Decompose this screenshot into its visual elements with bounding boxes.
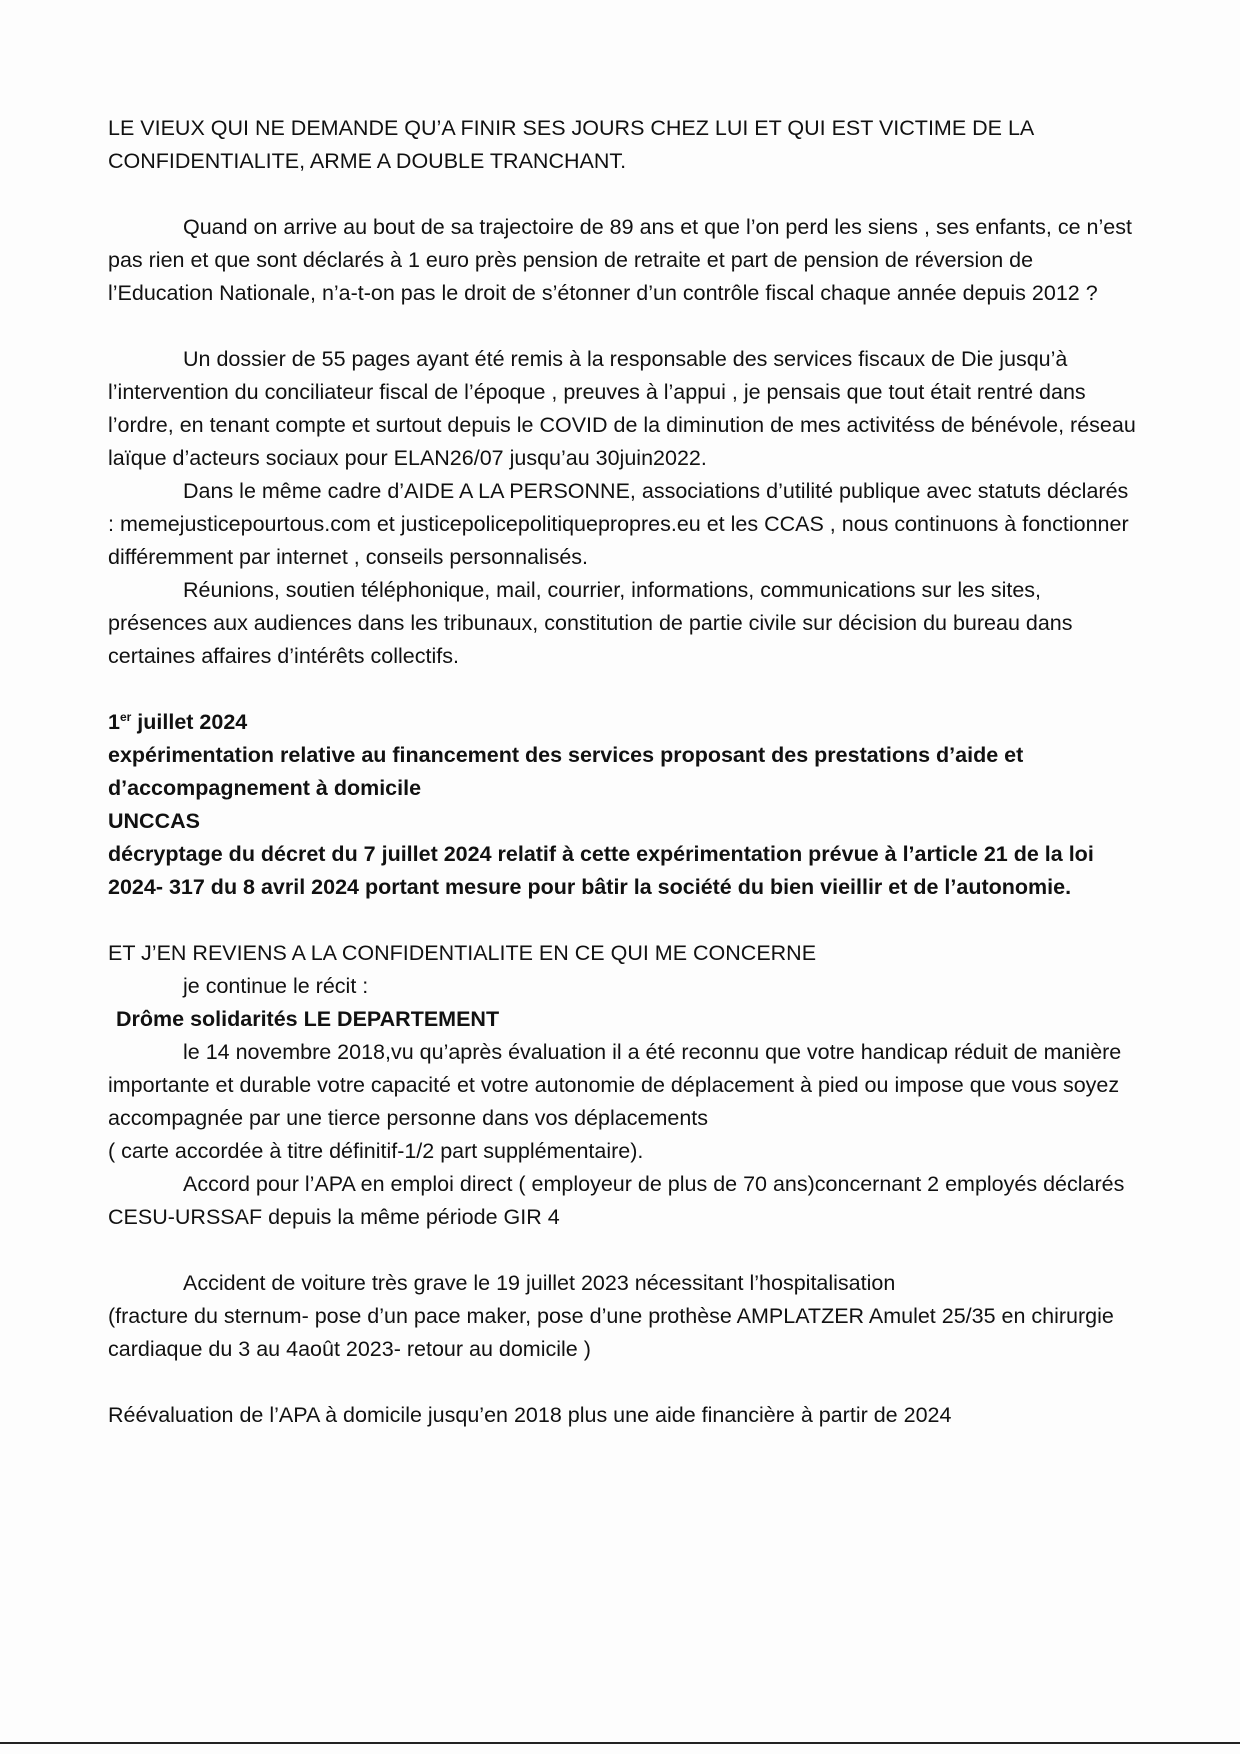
bold-paragraph-1: expérimentation relative au financement des services proposant des prestations d’aide et d’accompagnement à domicile (108, 743, 1024, 800)
paragraph-1: Quand on arrive au bout de sa trajectoire de 89 ans et que l’on perd les siens , ses enfants, ce n’est pas rien et que sont déclarés à 1 euro près pension de retraite et part de pension de réversion de l’Education Nationale, n’a-t-on pas le droit de s’étonner d’un contrôle fiscal chaque année depuis 2012 ? (108, 215, 1132, 305)
bold-paragraph-3: décryptage du décret du 7 juillet 2024 relatif à cette expérimentation prévue à l’article 21 de la loi 2024- 317 du 8 avril 2024 portant mesure pour bâtir la société du bien vieillir et de l’autonomie. (108, 842, 1094, 899)
bold-paragraph-2: UNCCAS (108, 809, 200, 833)
document-page (108, 112, 1138, 1432)
paragraph-2: Un dossier de 55 pages ayant été remis à la responsable des services fiscaux de Die jusqu’à l’intervention du conciliateur fiscal de l’époque , preuves à l’appui , je pensais que tout était rentré dans l’ordre, en tenant compte et surtout depuis le COVID de la diminution de mes activitéss de bénévole, réseau laïque d’acteurs sociaux pour ELAN26/07 jusqu’au 30juin2022. (108, 347, 1136, 470)
scan-edge-line (0, 1742, 1240, 1744)
department-heading: Drôme solidarités LE DEPARTEMENT (116, 1007, 500, 1031)
paragraph-7: Accident de voiture très grave le 19 juillet 2023 nécessitant l’hospitalisation (183, 1271, 896, 1295)
paragraph-5: le 14 novembre 2018,vu qu’après évaluation il a été reconnu que votre handicap réduit de manière importante et durable votre capacité et votre autonomie de déplacement à pied ou impose que vous soyez accompagnée par une tierce personne dans vos déplacements (108, 1040, 1122, 1130)
title-line-2: CONFIDENTIALITE, ARME A DOUBLE TRANCHANT. (108, 149, 627, 173)
continue-line: je continue le récit : (183, 974, 369, 998)
date-heading (108, 706, 1138, 739)
paragraph-3: Dans le même cadre d’AIDE A LA PERSONNE, associations d’utilité publique avec statuts déclarés : memejusticepourtous.com et justicepolicepolitiquepropres.eu et les CCAS , nous continuons à fonctionner différemment par internet , conseils personnalisés. (108, 479, 1129, 569)
paragraph-6: Accord pour l’APA en emploi direct ( employeur de plus de 70 ans)concernant 2 employés déclarés CESU-URSSAF depuis la même période GIR 4 (108, 1172, 1125, 1229)
section-heading: ET J’EN REVIENS A LA CONFIDENTIALITE EN CE QUI ME CONCERNE (108, 941, 817, 965)
date-ordinal: er (119, 709, 132, 724)
paragraph-8: Réévaluation de l’APA à domicile jusqu’en 2018 plus une aide financière à partir de 2024 (108, 1403, 952, 1427)
paragraph-5b: ( carte accordée à titre définitif-1/2 part supplémentaire). (108, 1139, 644, 1163)
date-day: 1 (108, 710, 120, 734)
title-line-1: LE VIEUX QUI NE DEMANDE QU’A FINIR SES JOURS CHEZ LUI ET QUI EST VICTIME DE LA (108, 116, 1035, 140)
paragraph-7b: (fracture du sternum- pose d’un pace maker, pose d’une prothèse AMPLATZER Amulet 25/35 en chirurgie cardiaque du 3 au 4août 2023- retour au domicile ) (108, 1304, 1114, 1361)
date-rest: juillet 2024 (131, 710, 248, 734)
paragraph-4: Réunions, soutien téléphonique, mail, courrier, informations, communications sur les sites, présences aux audiences dans les tribunaux, constitution de partie civile sur décision du bureau dans certaines affaires d’intérêts collectifs. (108, 578, 1073, 668)
